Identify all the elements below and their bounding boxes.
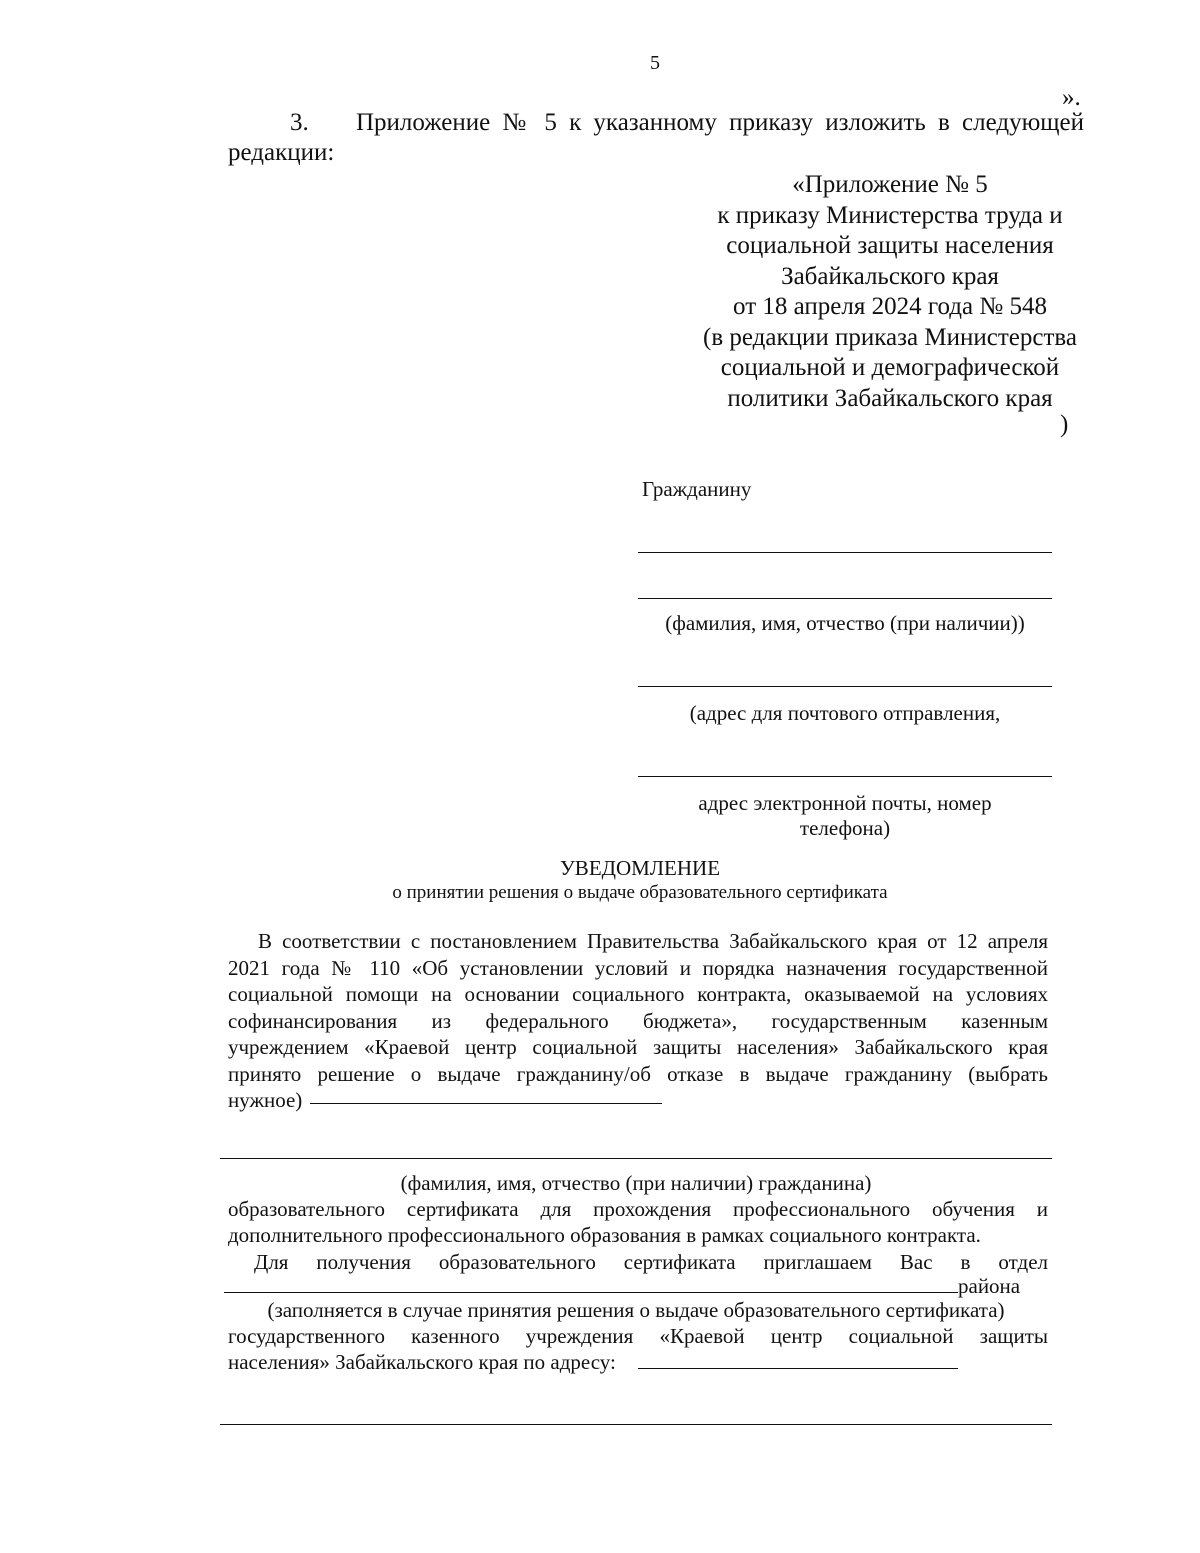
contact-caption-line2: телефона) <box>799 816 891 840</box>
appendix-header-line: социальной защиты населения <box>726 232 1054 259</box>
closing-quote-mark: ». <box>1062 84 1081 111</box>
appendix-header-line: Забайкальского края <box>781 262 999 290</box>
paragraph-line: нужное) <box>228 1088 303 1112</box>
item3-second-line: редакции: <box>228 139 335 166</box>
citizen-name-line[interactable] <box>220 1158 1052 1159</box>
item-number: 3. <box>290 109 309 136</box>
appendix-header-line: политики Забайкальского края <box>727 384 1053 412</box>
address-input-line[interactable] <box>638 1368 958 1369</box>
name-line-2[interactable] <box>638 598 1052 599</box>
appendix-header-line: социальной и демографической <box>720 354 1060 381</box>
paragraph-line: учреждением «Краевой центр социальной защиты населения» Забайкальского края <box>228 1035 1048 1059</box>
paragraph-line: Для получения образовательного сертификата приглашаем Вас в отдел <box>254 1250 1048 1274</box>
item3-first-line: Приложение № 5 к указанному приказу изложить в следующей <box>356 109 1084 136</box>
citizen-caption: (фамилия, имя, отчество (при наличии) гражданина) <box>400 1171 872 1195</box>
appendix-header-line: к приказу Министерства труда и <box>717 201 1063 229</box>
appendix-header-line: от 18 апреля 2024 года № 548 <box>733 293 1047 320</box>
notice-title: УВЕДОМЛЕНИЕ <box>559 856 721 880</box>
contact-caption-line1: адрес электронной почты, номер <box>698 791 992 815</box>
paragraph-line: В соответствии с постановлением Правительства Забайкальского края от 12 апреля <box>258 929 1048 953</box>
appendix-header-closing-paren: ) <box>1060 411 1069 438</box>
body-paragraph-1 <box>228 928 1048 1087</box>
paragraph-line: государственного казенного учреждения «Краевой центр социальной защиты <box>228 1324 1048 1348</box>
paragraph-line: софинансирования из федерального бюджета», государственным казенным <box>228 1008 1048 1033</box>
paragraph-line: 2021 года № 110 «Об установлении условий и порядка назначения государственной <box>228 955 1048 980</box>
district-word: района <box>958 1274 1021 1298</box>
paragraph-line: дополнительного профессионального образования в рамках социального контракта. <box>228 1223 981 1247</box>
paragraph-line: населения» Забайкальского края по адресу: <box>228 1350 616 1374</box>
address-continuation-line[interactable] <box>220 1424 1052 1425</box>
citizen-choice-line[interactable] <box>310 1103 662 1104</box>
name-caption: (фамилия, имя, отчество (при наличии)) <box>665 611 1025 635</box>
contact-line[interactable] <box>638 776 1052 777</box>
addressee-label: Гражданину <box>642 477 752 501</box>
address-line[interactable] <box>638 686 1052 687</box>
page-number: 5 <box>650 52 660 74</box>
appendix-header-line: (в редакции приказа Министерства <box>703 323 1077 351</box>
paragraph-line: образовательного сертификата для прохождения профессионального обучения и <box>228 1197 1048 1221</box>
appendix-header <box>690 170 1090 414</box>
notice-subtitle: о принятии решения о выдаче образовательного сертификата <box>392 882 888 903</box>
appendix-header-line: «Приложение № 5 <box>792 171 988 198</box>
department-caption: (заполняется в случае принятия решения о выдаче образовательного сертификата) <box>267 1298 1005 1322</box>
address-caption: (адрес для почтового отправления, <box>689 701 1001 725</box>
paragraph-line: принято решение о выдаче гражданину/об отказе в выдаче гражданину (выбрать <box>228 1061 1048 1086</box>
name-line-1[interactable] <box>638 552 1052 553</box>
department-line[interactable] <box>224 1292 958 1293</box>
paragraph-line: социальной помощи на основании социального контракта, оказываемой на условиях <box>228 982 1048 1006</box>
